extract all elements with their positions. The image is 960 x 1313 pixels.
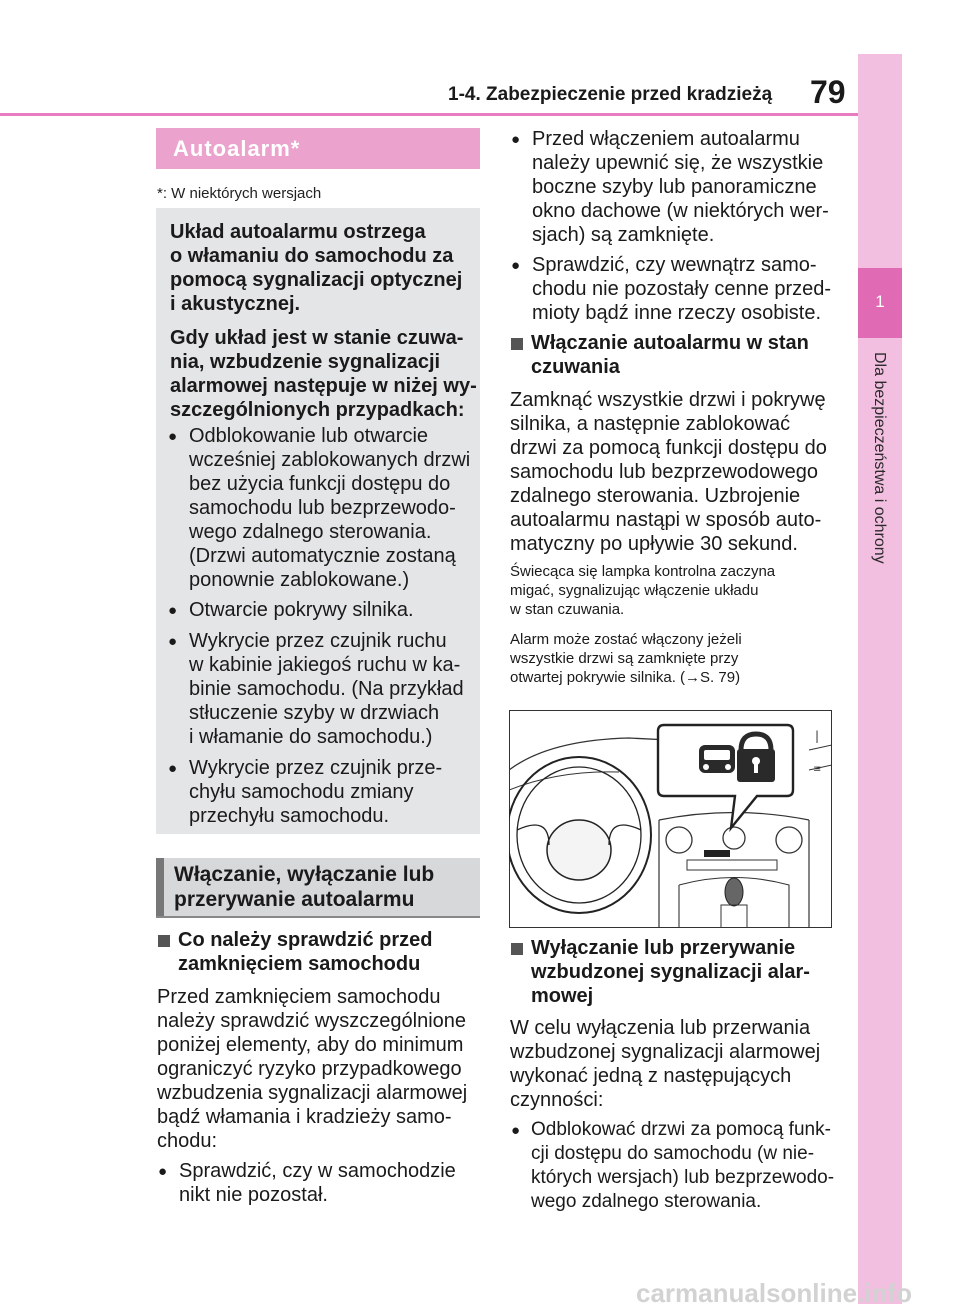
- bullet-dot-icon: ●: [511, 1122, 521, 1139]
- subheading-line: zamknięciem samochodu: [178, 953, 421, 975]
- bullet-line: Wykrycie przez czujnik prze-: [189, 757, 443, 779]
- bullet-line: ponownie zablokowane.): [189, 569, 410, 591]
- paragraph-line: ograniczyć ryzyko przypadkowego: [157, 1058, 462, 1080]
- dashboard-illustration: [509, 710, 832, 928]
- bullet-line: Sprawdzić, czy w samochodzie: [179, 1160, 456, 1182]
- section-title: Autoalarm*: [173, 136, 301, 161]
- bullet-line: Otwarcie pokrywy silnika.: [189, 599, 414, 621]
- info-box: [156, 208, 480, 834]
- header-rule: [0, 113, 858, 116]
- bullet-line: boczne szyby lub panoramiczne: [532, 176, 817, 198]
- subheading-line: wzbudzonej sygnalizacji alar-: [531, 961, 810, 983]
- bullet-line: Odblokowanie lub otwarcie: [189, 425, 429, 447]
- paragraph-line: bądź włamania i kradzieży samo-: [157, 1106, 452, 1128]
- bullet-dot-icon: ●: [168, 602, 178, 619]
- square-bullet-icon: [158, 935, 170, 947]
- note-line: w stan czuwania.: [510, 601, 625, 618]
- paragraph-line: zdalnego sterowania. Uzbrojenie: [510, 485, 801, 507]
- bullet-line: mioty bądź inne rzeczy osobiste.: [532, 302, 822, 324]
- footnote: *: W niektórych wersjach: [157, 185, 322, 202]
- note-line: Alarm może zostać włączony jeżeli: [510, 631, 742, 648]
- paragraph-line: autoalarmu nastąpi w sposób auto-: [510, 509, 822, 531]
- paragraph-line: silnika, a następnie zablokować: [510, 413, 791, 435]
- section-header: 1-4. Zabezpieczenie przed kradzieżą: [448, 84, 773, 105]
- note-line: Świecąca się lampka kontrolna zaczyna: [510, 563, 776, 580]
- bullet-line: przechyłu samochodu.: [189, 805, 390, 827]
- bullet-dot-icon: ●: [158, 1163, 168, 1180]
- bullet-line: cji dostępu do samochodu (w nie-: [531, 1143, 815, 1164]
- section-title-box: [156, 128, 480, 169]
- when-line: Gdy układ jest w stanie czuwa-: [170, 327, 464, 349]
- paragraph-line: chodu:: [157, 1130, 218, 1152]
- bullet-line: w kabinie jakiegoś ruchu w ka-: [189, 654, 461, 676]
- intro-line: pomocą sygnalizacji optycznej: [170, 269, 463, 291]
- when-line: nia, wzbudzenie sygnalizacji: [170, 351, 441, 373]
- paragraph-line: poniżej elementy, aby do minimum: [157, 1034, 464, 1056]
- paragraph-line: wzbudzenia sygnalizacji alarmowej: [157, 1082, 468, 1104]
- subheading-line: mowej: [531, 985, 594, 1007]
- bullet-line: których wersjach) lub bezprzewodo-: [531, 1167, 835, 1188]
- paragraph-line: drzwi za pomocą funkcji dostępu do: [510, 437, 827, 459]
- bullet-dot-icon: ●: [168, 428, 178, 445]
- bullet-line: sjach) są zamknięte.: [532, 224, 715, 246]
- intro-line: o włamaniu do samochodu za: [170, 245, 454, 267]
- bullet-dot-icon: ●: [511, 257, 521, 274]
- subheading-line: czuwania: [531, 356, 620, 378]
- note-line: wszystkie drzwi są zamknięte przy: [510, 650, 739, 667]
- paragraph-line: Zamknąć wszystkie drzwi i pokrywę: [510, 389, 826, 411]
- paragraph-line: czynności:: [510, 1089, 604, 1111]
- bullet-line: wego zdalnego sterowania.: [531, 1191, 762, 1212]
- when-line: szczególnionych przypadkach:: [170, 399, 465, 421]
- bullet-line: chodu nie pozostały cenne przed-: [532, 278, 832, 300]
- paragraph-line: W celu wyłączenia lub przerwania: [510, 1017, 811, 1039]
- chapter-title: Dla bezpieczeństwa i ochrony: [871, 352, 888, 564]
- paragraph-line: samochodu lub bezprzewodowego: [510, 461, 818, 483]
- bullet-dot-icon: ●: [511, 131, 521, 148]
- paragraph-line: wykonać jedną z następujących: [510, 1065, 792, 1087]
- section2-title-line: przerywanie autoalarmu: [174, 888, 415, 911]
- intro-line: Układ autoalarmu ostrzega: [170, 221, 426, 243]
- paragraph-line: należy sprawdzić wyszczególnione: [157, 1010, 467, 1032]
- when-line: alarmowej następuje w niżej wy-: [170, 375, 477, 397]
- paragraph-line: wzbudzonej sygnalizacji alarmowej: [510, 1041, 821, 1063]
- watermark: carmanualsonline.info: [636, 1278, 912, 1308]
- bullet-line: Sprawdzić, czy wewnątrz samo-: [532, 254, 817, 276]
- square-bullet-icon: [511, 943, 523, 955]
- chapter-title-vertical: [862, 352, 898, 642]
- chapter-number: 1: [875, 292, 885, 311]
- bullet-line: i włamanie do samochodu.): [189, 726, 433, 748]
- note-line: otwartej pokrywie silnika. (→S. 79): [510, 669, 741, 686]
- section2-title-line: Włączanie, wyłączanie lub: [174, 863, 435, 886]
- bullet-line: (Drzwi automatycznie zostaną: [189, 545, 456, 567]
- bullet-line: wego zdalnego sterowania.: [189, 521, 432, 543]
- subheading-line: Włączanie autoalarmu w stan: [531, 332, 809, 354]
- section2-underline: [156, 916, 480, 918]
- bullet-line: nikt nie pozostał.: [179, 1184, 328, 1206]
- bullet-dot-icon: ●: [168, 633, 178, 650]
- bullet-line: okno dachowe (w niektórych wer-: [532, 200, 829, 222]
- bullet-line: wcześniej zablokowanych drzwi: [189, 449, 471, 471]
- page-number: 79: [810, 74, 846, 110]
- svg-text:|: |: [815, 729, 820, 743]
- intro-line: i akustycznej.: [170, 293, 301, 315]
- chapter-tab-strip: [858, 54, 902, 1304]
- paragraph-line: Przed zamknięciem samochodu: [157, 986, 441, 1008]
- bullet-line: samochodu lub bezprzewodo-: [189, 497, 456, 519]
- paragraph-line: matyczny po upływie 30 sekund.: [510, 533, 798, 555]
- bullet-line: Przed włączeniem autoalarmu: [532, 128, 800, 150]
- bullet-line: bez użycia funkcji dostępu do: [189, 473, 451, 495]
- square-bullet-icon: [511, 338, 523, 350]
- svg-text:≡: ≡: [813, 764, 822, 775]
- bullet-line: Wykrycie przez czujnik ruchu: [189, 630, 447, 652]
- note-line: migać, sygnalizując włączenie układu: [510, 582, 759, 599]
- bullet-line: Odblokować drzwi za pomocą funk-: [531, 1119, 831, 1140]
- bullet-line: chyłu samochodu zmiany: [189, 781, 414, 803]
- subheading-line: Co należy sprawdzić przed: [178, 929, 433, 951]
- section2-title-box: [156, 858, 480, 916]
- bullet-line: stłuczenie szyby w drzwiach: [189, 702, 440, 724]
- subheading-line: Wyłączanie lub przerywanie: [531, 937, 796, 959]
- bullet-line: binie samochodu. (Na przykład: [189, 678, 464, 700]
- bullet-line: należy upewnić się, że wszystkie: [532, 152, 824, 174]
- bullet-dot-icon: ●: [168, 760, 178, 777]
